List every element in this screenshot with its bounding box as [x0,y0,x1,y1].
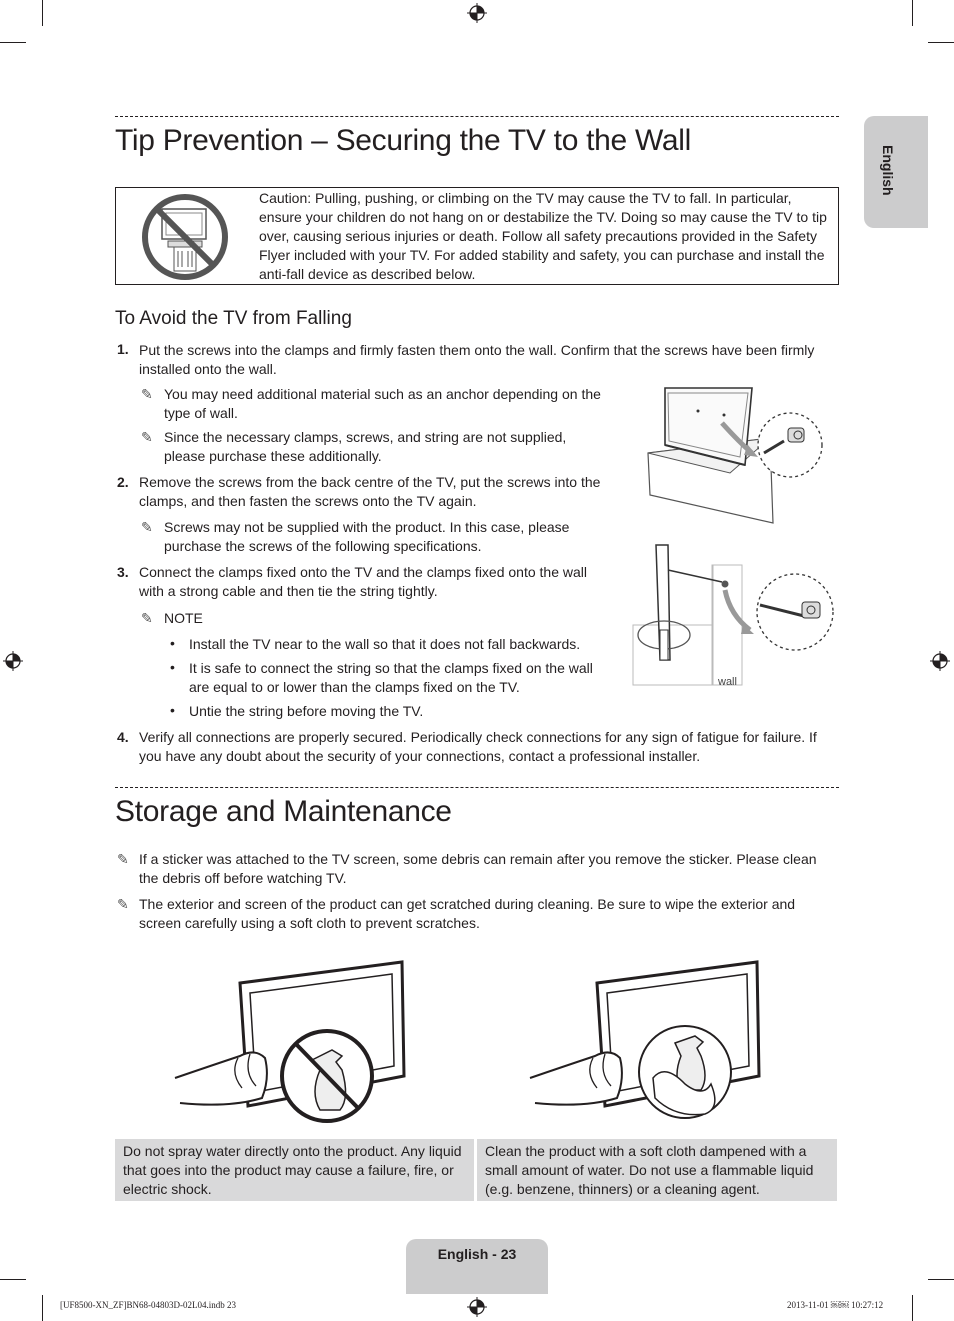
caution-text: Caution: Pulling, pushing, or climbing on the TV may cause the TV to fall. In particular, ensure your children do not hang on or destabilize the TV. Doing so may cause the TV to tip over, causing serious injuries or death. Follow all safety precautions provided in the Safety Flyer included with your TV. For added stability and safety, you can purchase and install the anti-fall device as described below. [259,190,827,282]
step-text: Connect the clamps fixed onto the TV and the clamps fixed onto the wall with a strong cable and then tie the string tightly. [139,564,587,599]
section-divider [115,116,839,117]
wall-label: wall [718,676,737,688]
bullet: • [170,702,175,718]
no-spray-illustration [170,958,410,1133]
pencil-note-icon: ✎ [117,851,129,867]
crop-mark [42,0,43,26]
print-slug-left: [UF8500-XN_ZF]BN68-04803D-02L04.indb 23 [60,1300,236,1310]
bullet: • [170,659,175,675]
note-text: Screws may not be supplied with the product. In this case, please purchase the screws of the following specifications. [164,519,570,554]
bullet: • [170,635,175,651]
note-text: You may need additional material such as an anchor depending on the type of wall. [164,386,601,421]
tv-clamp-illustration [640,383,845,528]
subheading-avoid-falling: To Avoid the TV from Falling [115,308,352,329]
pencil-note-icon: ✎ [141,386,153,402]
step-number: 1. [117,341,129,357]
step-number: 2. [117,474,129,490]
registration-mark-icon [467,1297,487,1317]
registration-mark-icon [930,651,950,671]
crop-mark [928,1279,954,1280]
pencil-note-icon: ✎ [141,519,153,535]
bullet-text: It is safe to connect the string so that the clamps fixed on the wall are equal to or lower than the clamps fixed on the TV. [189,660,593,695]
step-number: 4. [117,729,129,745]
print-slug-right: 2013-11-01 ￼￼ 10:27:12 [787,1300,884,1310]
crop-mark [912,1295,913,1321]
section-title-tip-prevention: Tip Prevention – Securing the TV to the Wall [115,124,691,157]
note-text: If a sticker was attached to the TV screen, some debris can remain after you remove the sticker. Please clean the debris off before watching TV. [139,851,817,886]
step-text: Verify all connections are properly secured. Periodically check connections for any sign of fatigue for failure. If you have any doubt about the security of your connections, contact a professional installer. [139,729,817,764]
tv-wall-string-illustration [630,540,840,690]
crop-mark [42,1295,43,1321]
step-number: 3. [117,564,129,580]
step-text: Put the screws into the clamps and firmly fasten them onto the wall. Confirm that the screws have been firmly installed onto the wall. [139,342,815,377]
pencil-note-icon: ✎ [117,896,129,912]
crop-mark [928,42,954,43]
crop-mark [0,1279,26,1280]
crop-mark [912,0,913,26]
soft-cloth-illustration [525,958,765,1133]
caption-soft-cloth: Clean the product with a soft cloth dampened with a small amount of water. Do not use a flammable liquid (e.g. benzene, thinners) or a cleaning agent. [477,1139,837,1201]
step-text: Remove the screws from the back centre of the TV, put the screws into the clamps, and then fasten the screws onto the TV again. [139,474,601,509]
note-text: Since the necessary clamps, screws, and string are not supplied, please purchase these additionally. [164,429,567,464]
bullet-text: Untie the string before moving the TV. [189,703,424,719]
pencil-note-icon: ✎ [141,610,153,626]
page-number: English - 23 [437,1246,517,1262]
registration-mark-icon [3,651,23,671]
section-title-storage: Storage and Maintenance [115,795,452,828]
note-label: NOTE [164,610,203,626]
crop-mark [0,42,26,43]
language-tab-label: English [880,145,896,196]
caption-no-spray: Do not spray water directly onto the product. Any liquid that goes into the product may cause a failure, fire, or electric shock. [115,1139,474,1201]
section-divider [115,787,839,788]
pencil-note-icon: ✎ [141,429,153,445]
registration-mark-icon [467,3,487,23]
no-tv-stand-icon [140,193,230,281]
note-text: The exterior and screen of the product can get scratched during cleaning. Be sure to wipe the exterior and screen carefully using a soft cloth to prevent scratches. [139,896,796,931]
bullet-text: Install the TV near to the wall so that it does not fall backwards. [189,636,581,652]
